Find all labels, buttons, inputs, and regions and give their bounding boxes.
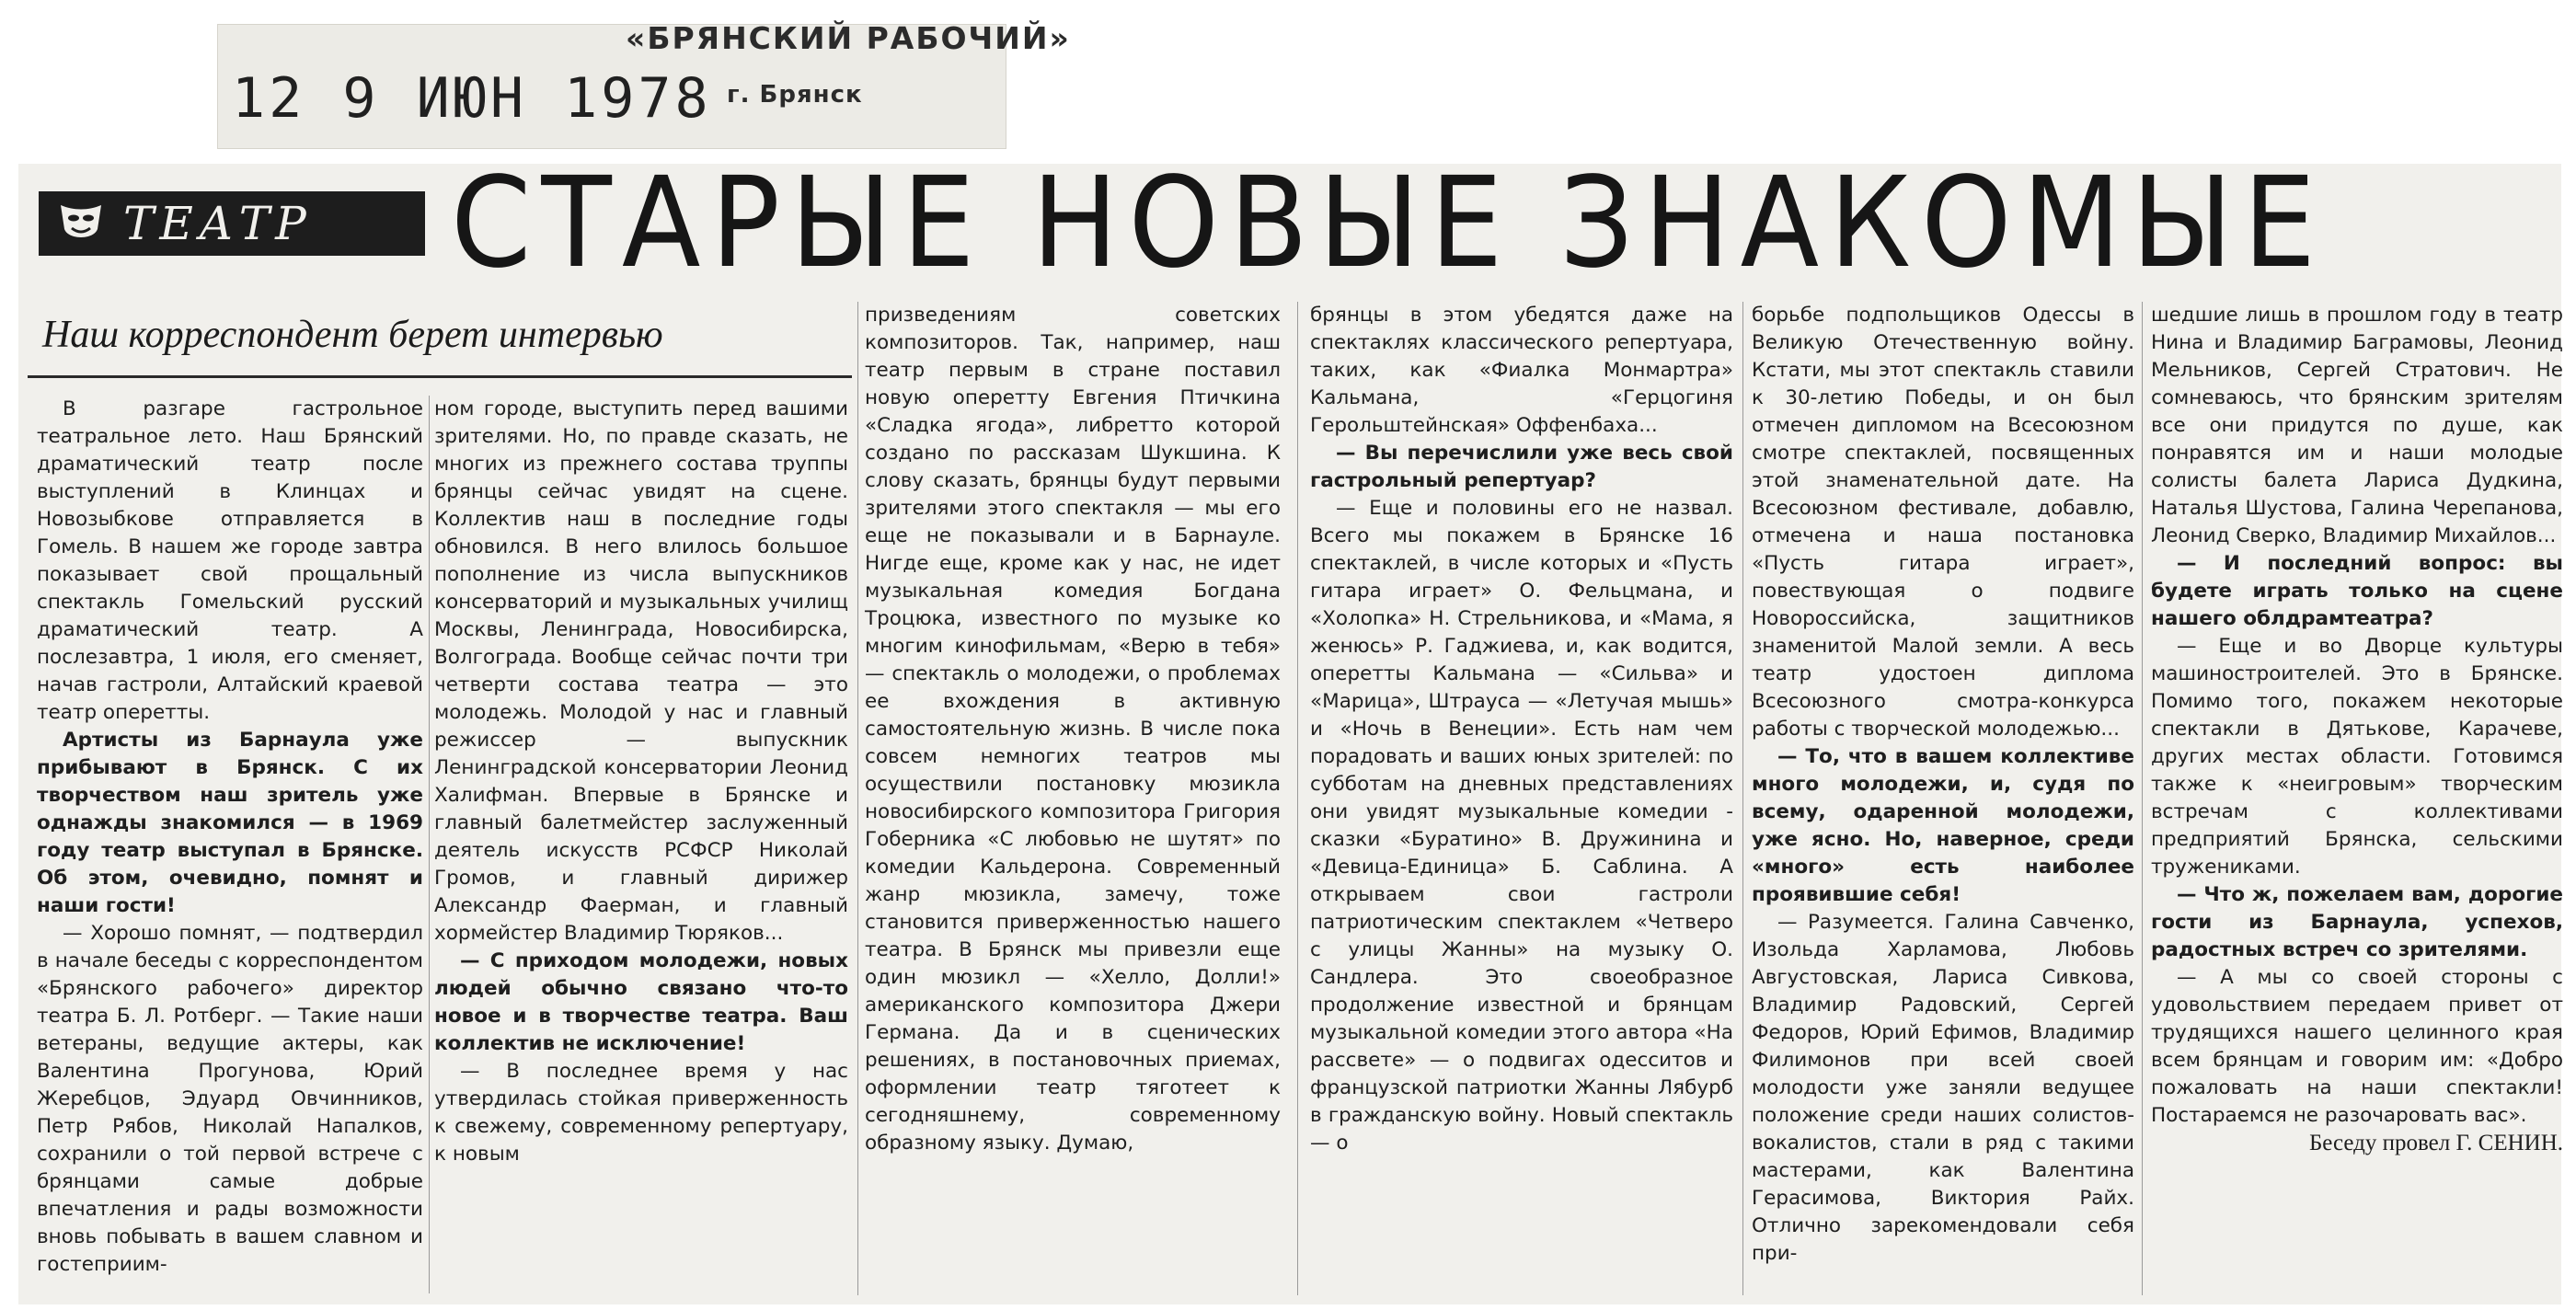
rubric-label: ТЕАТР [123, 197, 312, 250]
column-divider [1297, 302, 1298, 1295]
paragraph-question: — Что ж, пожелаем вам, дорогие гости из Барнаула, успехов, радостных встреч со зрителями. [2151, 883, 2563, 961]
text-column-3 [865, 302, 1281, 1295]
subheadline-rule [28, 375, 852, 378]
paragraph: призведениям советских композиторов. Так, например, наш театр первым в стране поставил новую оперетту Евгения Птичкина «Сладка ягода», либретто которой создано по рассказам Шукшина. К слову сказать, брянцы будут первыми зрителями этого спектакля — мы его еще не показывали и в Барнауле. Нигде еще, кроме как у нас, не идет музыкальная комедия Богдана Троцюка, известного по музыке ко многим кинофильмам, «Верю в тебя» — спектакль о молодежи, о проблемах ее вхождения в активную самостоятельную жизнь. В числе пока совсем немногих театров мы осуществили постановку мюзикла новосибирского композитора Григория Гоберника «С любовью не шутят» по комедии Кальдерона. Современный жанр мюзикла, замечу, тоже становится приверженностью нашего театра. В Брянск мы привезли еще один мюзикл — «Хелло, Долли!» американского композитора Джери Германа. Да и в сценических решениях, в постановочных приемах, оформлении театр тяготеет к сегодняшнему, современному образному языку. Думаю, [865, 304, 1281, 1155]
paragraph-question: — И последний вопрос: вы будете играть только на сцене нашего облдрамтеатра? [2151, 552, 2563, 630]
text-column-5 [1752, 302, 2134, 1295]
text-column-4 [1310, 302, 1733, 1295]
paragraph-question: — С приходом молодежи, новых людей обычно связано что-то новое и в творчестве театра. Ваш коллектив не исключение! [434, 949, 848, 1055]
paragraph: — А мы со своей стороны с удовольствием передаем привет от трудящихся нашего целинного края всем брянцам и говорим им: «Добро пожаловать на наши спектакли! Постараемся не разочаровать вас». [2151, 966, 2563, 1127]
text-column-2 [434, 396, 848, 1293]
rubric-badge [39, 191, 425, 256]
column-divider [857, 302, 858, 1295]
article-headline: СТАРЫЕ НОВЫЕ ЗНАКОМЫЕ [451, 151, 2327, 296]
clipping-date: 12 9 ИЮН 1978 [232, 66, 712, 131]
text-column-6 [2151, 302, 2563, 1295]
newspaper-name: «БРЯНСКИЙ РАБОЧИЙ» [626, 20, 1071, 56]
paragraph: — Еще и во Дворце культуры машиностроителей. Это в Брянске. Помимо того, покажем некоторые спектакли в Дятькове, Карачеве, других местах области. Готовимся также к «неигровым» творческим встречам с коллективами предприятий Брянска, сельскими тружениками. [2151, 635, 2563, 879]
paragraph-question: — То, что в вашем коллективе много молодежи, и, судя по всему, одаренной молодежи, уже ясно. Но, наверное, среди «много» есть наиболее проявившие себя! [1752, 745, 2134, 906]
article-signature: Беседу провел Г. СЕНИН. [2308, 1131, 2563, 1155]
paragraph-question: — Вы перечислили уже весь свой гастрольный репертуар? [1310, 442, 1733, 492]
paragraph: брянцы в этом убедятся даже на спектаклях классического репертуара, таких, как «Фиалка Монмартра» Кальмана, «Герцогиня Герольштейнская» Оффенбаха... [1310, 304, 1733, 437]
text-column-1 [37, 396, 423, 1293]
paragraph: В разгаре гастрольное театральное лето. Наш Брянский драматический театр после выступлений в Клинцах и Новозыбкове отправляется в Гомель. В нашем же городе завтра показывает свой прощальный спектакль Гомельский русский драматический театр. А послезавтра, 1 июля, его сменяет, начав гастроли, Алтайский краевой театр оперетты. [37, 397, 423, 724]
paragraph: ном городе, выступить перед вашими зрителями. Но, по правде сказать, не многих из прежнего состава труппы брянцы сейчас увидят на сцене. Коллектив наш в последние годы обновился. В него влилось большое пополнение из числа выпускников консерваторий и музыкальных училищ Москвы, Ленинграда, Новосибирска, Волгограда. Вообще сейчас почти три четверти состава театра — это молодежь. Молодой у нас и главный режиссер — выпускник Ленинградской консерватории Леонид Халифман. Впервые в Брянске и главный балетмейстер заслуженный деятель искусств РСФСР Николай Громов, и главный дирижер Александр Фаерман, и главный хормейстер Владимир Тюряков... [434, 397, 848, 945]
column-divider [2142, 302, 2143, 1295]
paragraph: — Хорошо помнят, — подтвердил в начале беседы с корреспондентом «Брянского рабочего» директор театра Б. Л. Ротберг. — Такие наши ветераны, ведущие актеры, как Валентина Прогунова, Юрий Жеребцов, Эдуард Овчинников, Петр Рябов, Николай Напалков, сохранили о той первой встрече с брянцами самые добрые впечатления и рады возможности вновь побывать в вашем славном и гостеприим- [37, 922, 423, 1276]
paragraph: — Разумеется. Галина Савченко, Изольда Харламова, Любовь Августовская, Лариса Сивкова, Владимир Радовский, Сергей Федоров, Юрий Ефимов, Владимир Филимонов при всей своей молодости уже заняли ведущее положение среди наших солистов-вокалистов, стали в ряд с такими мастерами, как Валентина Герасимова, Виктория Райх. Отлично зарекомендовали себя при- [1752, 911, 2134, 1265]
column-divider [1742, 302, 1743, 1295]
paragraph: — В последнее время у нас утвердилась стойкая приверженность к свежему, современному репертуару, к новым [434, 1060, 848, 1166]
theatre-mask-icon [55, 198, 107, 249]
column-divider [429, 396, 430, 1293]
article-subheadline: Наш корреспондент берет интервью [42, 314, 663, 356]
paragraph-question: Артисты из Барнаула уже прибывают в Брянск. С их творчеством наш зритель уже однажды знакомился — в 1969 году театр выступал в Брянске. Об этом, очевидно, помнят и наши гости! [37, 729, 423, 917]
paragraph: шедшие лишь в прошлом году в театр Нина и Владимир Баграмовы, Леонид Мельников, Сергей Стратович. Не сомневаюсь, что брянским зрителям все они придутся по душе, как понравятся им и наши молодые солисты балета Лариса Дудкина, Наталья Шустова, Галина Черепанова, Леонид Сверко, Владимир Михайлов... [2151, 304, 2563, 547]
newspaper-city: г. Брянск [727, 81, 863, 109]
paragraph: борьбе подпольщиков Одессы в Великую Отечественную войну. Кстати, мы этот спектакль ставили к 30-летию Победы, и он был отмечен дипломом на Всесоюзном смотре спектаклей, посвященных этой знаменательной дате. На Всесоюзном фестивале, добавлю, отмечена и наша постановка «Пусть гитара играет», повествующая о подвиге Новороссийска, защитников знаменитой Малой земли. А весь театр удостоен диплома Всесоюзного смотра-конкурса работы с творческой молодежью... [1752, 304, 2134, 741]
paragraph: — Еще и половины его не назвал. Всего мы покажем в Брянске 16 спектаклей, в числе которых и «Пусть гитара играет» О. Фельцмана, и «Холопка» Н. Стрельникова, и «Мама, я женюсь» Р. Гаджиева, и, как водится, оперетты Кальмана — «Сильва» и «Марица», Штрауса — «Летучая мышь» и «Ночь в Венеции». Есть нам чем порадовать и ваших юных зрителей: по субботам на дневных представлениях они увидят музыкальные комедии - сказки «Буратино» В. Дружинина и «Девица-Единица» Б. Саблина. А открываем свои гастроли патриотическим спектаклем «Четверо с улицы Жанны» на музыку О. Сандлера. Это своеобразное продолжение известной и брянцам музыкальной комедии этого автора «На рассвете» — о подвигах одесситов и французской патриотки Жанны Лябурб в гражданскую войну. Новый спектакль — о [1310, 497, 1733, 1155]
